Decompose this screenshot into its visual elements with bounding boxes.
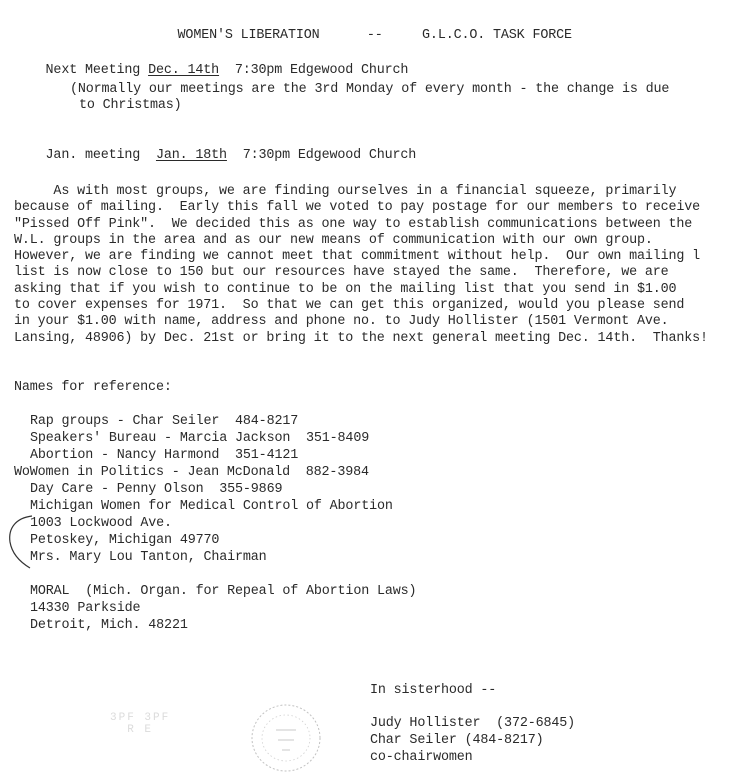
next-meeting-date: Dec. 14th	[148, 63, 220, 78]
meeting-note-line1: (Normally our meetings are the 3rd Monday of every month - the change is due	[70, 82, 670, 97]
moral-address-city: Detroit, Mich. 48221	[30, 618, 188, 633]
stamp-text-line: R E	[110, 724, 171, 736]
meeting-note-line2: to Christmas)	[79, 98, 182, 113]
paragraph-line: to cover expenses for 1971. So that we can get this organized, would you please send	[14, 298, 685, 314]
jan-meeting-details: 7:30pm Edgewood Church	[226, 148, 417, 163]
paragraph-line: list is now close to 150 but our resources have stayed the same. Therefore, we are	[14, 265, 669, 281]
jan-meeting-label: Jan. meeting	[45, 148, 156, 163]
handdrawn-bracket-mark	[6, 514, 36, 570]
contact-speakers-bureau: Speakers' Bureau - Marcia Jackson 351-8409	[30, 431, 370, 446]
contact-rap-groups: Rap groups - Char Seiler 484-8217	[30, 414, 299, 429]
paragraph-line: However, we are finding we cannot meet that commitment without help. Our own mailing l	[14, 249, 701, 265]
jan-meeting-date: Jan. 18th	[155, 148, 227, 163]
stamp-text-line: 3PF 3PF	[110, 712, 171, 724]
contact-medical-control-org: Michigan Women for Medical Control of Abortion	[30, 499, 393, 514]
paragraph-line: Lansing, 48906) by Dec. 21st or bring it to the next general meeting Dec. 14th. Thanks!	[14, 330, 708, 346]
jan-meeting-line	[14, 132, 416, 180]
closing-salutation: In sisterhood --	[370, 683, 497, 698]
financial-paragraph	[14, 184, 749, 347]
contact-women-in-politics: WoWomen in Politics - Jean McDonald 882-3984	[14, 465, 369, 480]
contact-address-city: Petoskey, Michigan 49770	[30, 533, 220, 548]
contact-address-street: 1003 Lockwood Ave.	[30, 516, 172, 531]
postmark-seal-icon	[246, 700, 326, 775]
next-meeting-label: Next Meeting	[45, 63, 149, 78]
contact-abortion: Abortion - Nancy Harmond 351-4121	[30, 448, 299, 463]
signer-judy-hollister: Judy Hollister (372-6845)	[370, 716, 576, 731]
moral-org-line: MORAL (Mich. Organ. for Repeal of Abortion Laws)	[30, 584, 417, 599]
signer-char-seiler: Char Seiler (484-8217)	[370, 733, 544, 748]
paragraph-line: As with most groups, we are finding ourselves in a financial squeeze, primarily	[14, 184, 677, 199]
header-separator: --	[366, 28, 383, 43]
paragraph-line: "Pissed Off Pink". We decided this as one way to establish communications between the	[14, 216, 693, 232]
names-heading: Names for reference:	[14, 380, 172, 395]
signers-role: co-chairwomen	[370, 750, 473, 765]
paragraph-line: asking that if you wish to continue to be on the mailing list that you send in $1.00	[14, 281, 677, 297]
header-org: G.L.C.O. TASK FORCE	[422, 28, 572, 43]
paragraph-line: in your $1.00 with name, address and phone no. to Judy Hollister (1501 Vermont Ave.	[14, 314, 669, 330]
paragraph-line: because of mailing. Early this fall we voted to pay postage for our members to receive	[14, 200, 701, 216]
contact-day-care: Day Care - Penny Olson 355-9869	[30, 482, 283, 497]
faded-stamp-mark	[110, 712, 190, 768]
next-meeting-details: 7:30pm Edgewood Church	[219, 63, 409, 78]
paragraph-line: W.L. groups in the area and as our new means of communication with our own group.	[14, 232, 653, 248]
contact-chairman: Mrs. Mary Lou Tanton, Chairman	[30, 550, 267, 565]
header-title: WOMEN'S LIBERATION	[177, 28, 320, 43]
moral-address-street: 14330 Parkside	[30, 601, 141, 616]
